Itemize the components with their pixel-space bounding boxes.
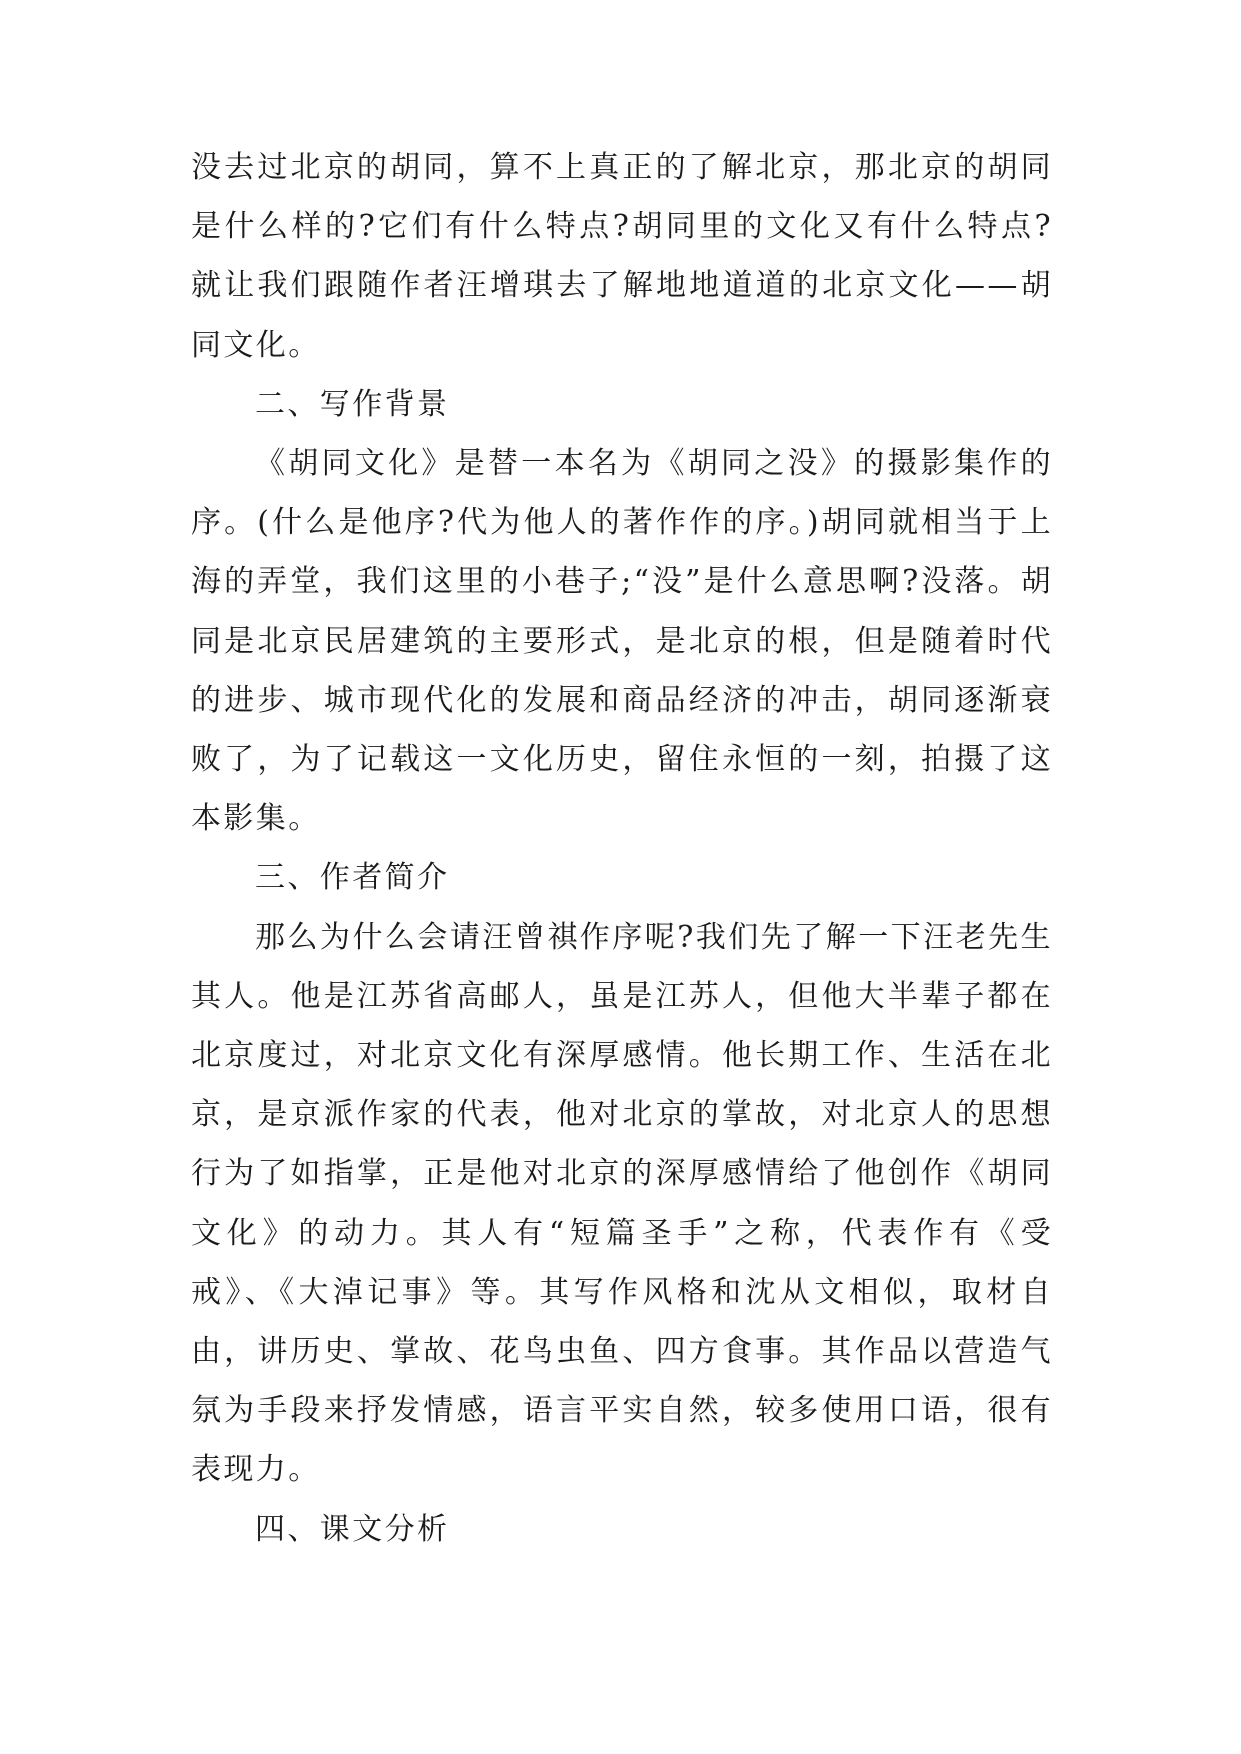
author-intro-paragraph: 那么为什么会请汪曾祺作序呢?我们先了解一下汪老先生其人。他是江苏省高邮人，虽是江苏人，但他大半辈子都在北京度过，对北京文化有深厚感情。他长期工作、生活在北京，是京派作家的代表，他对北京的掌故，对北京人的思想行为了如指掌，正是他对北京的深厚感情给了他创作《胡同文化》的动力。其人有“短篇圣手”之称，代表作有《受戒》、《大淖记事》等。其写作风格和沈从文相似，取材自由，讲历史、掌故、花鸟虫鱼、四方食事。其作品以营造气氛为手段来抒发情感，语言平实自然，较多使用口语，很有表现力。 <box>191 919 1053 1488</box>
section-heading-text-analysis: 四、课文分析 <box>255 1511 450 1547</box>
section-heading-author-intro: 三、作者简介 <box>255 860 450 896</box>
writing-background-paragraph: 《胡同文化》是替一本名为《胡同之没》的摄影集作的序。(什么是他序?代为他人的著作作的序。)胡同就相当于上海的弄堂，我们这里的小巷子;“没”是什么意思啊?没落。胡同是北京民居建筑的主要形式，是北京的根，但是随着时代的进步、城市现代化的发展和商品经济的冲击，胡同逐渐衰败了，为了记载这一文化历史，留住永恒的一刻，拍摄了这本影集。 <box>191 446 1053 837</box>
document-page <box>191 138 1053 1559</box>
section-heading-writing-background: 二、写作背景 <box>255 386 450 422</box>
intro-paragraph: 没去过北京的胡同，算不上真正的了解北京，那北京的胡同是什么样的?它们有什么特点?胡同里的文化又有什么特点?就让我们跟随作者汪增琪去了解地地道道的北京文化——胡同文化。 <box>191 150 1053 363</box>
